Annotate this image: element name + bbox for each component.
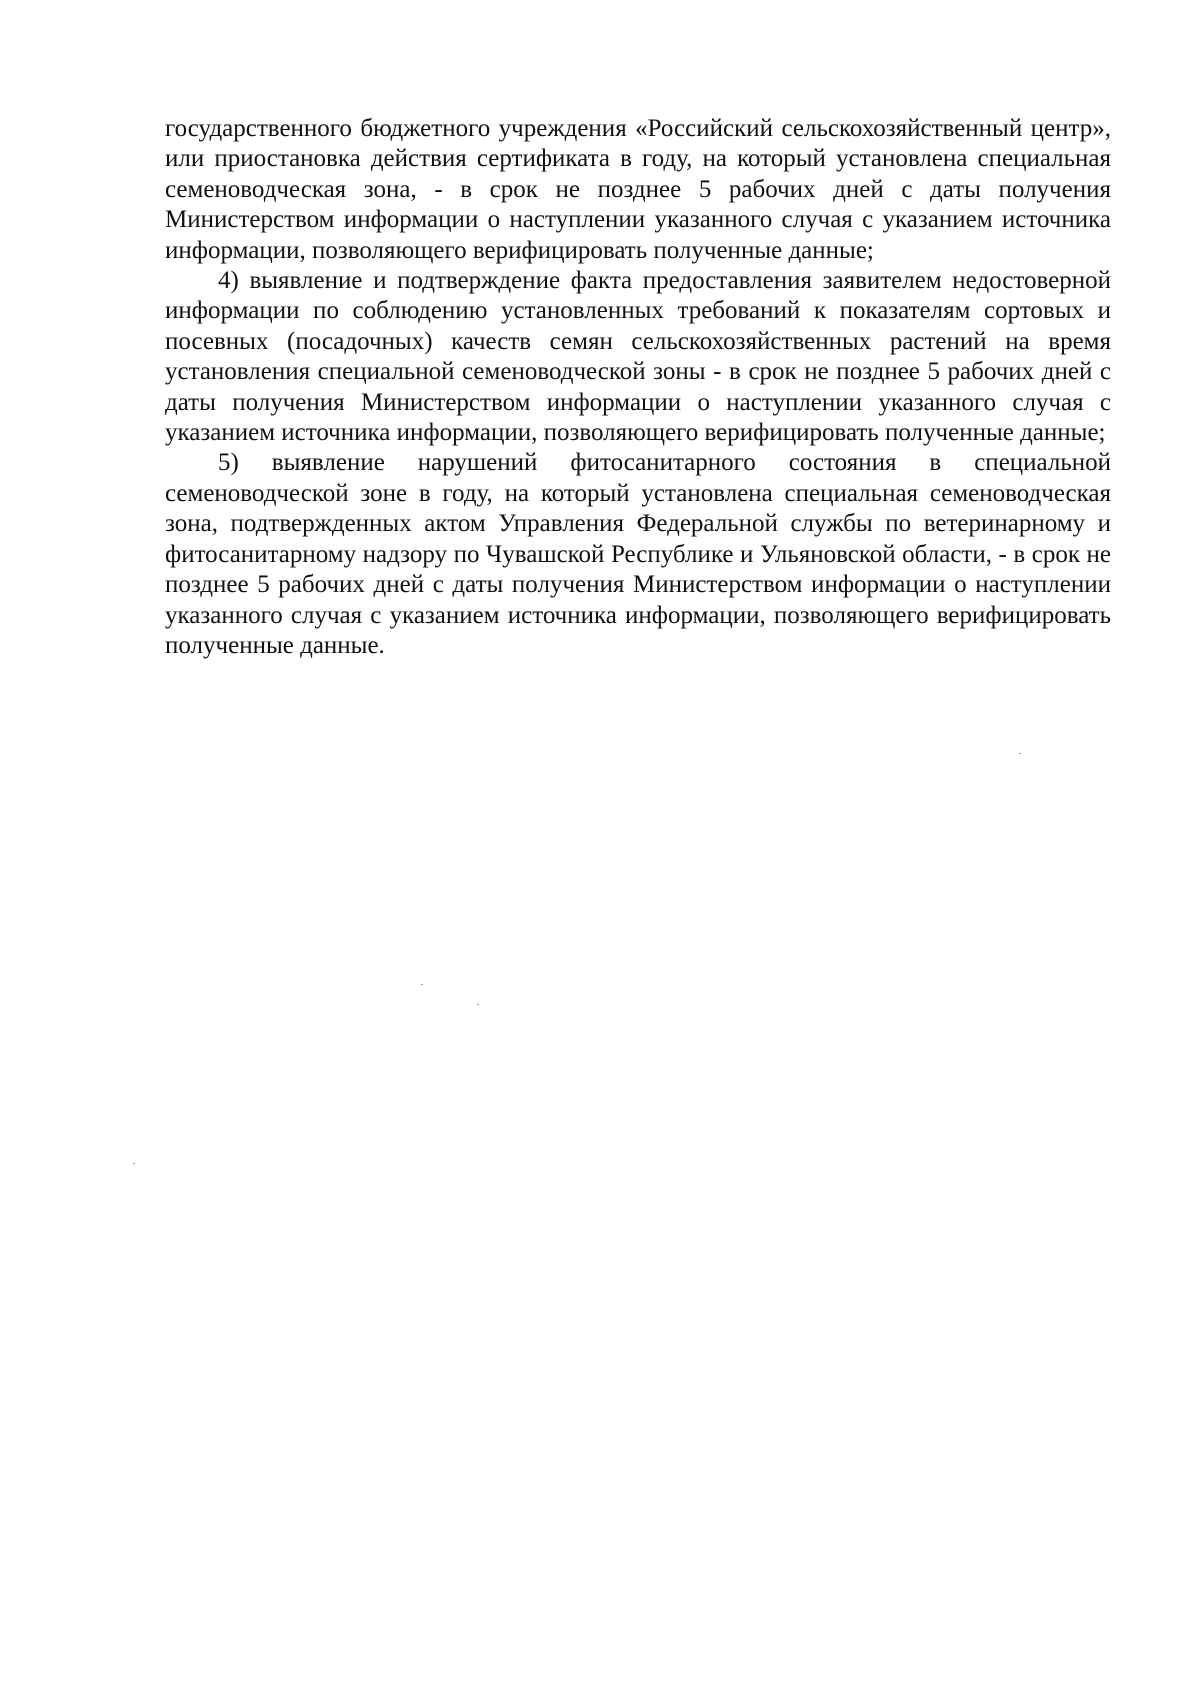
paragraph-item-5: 5) выявление нарушений фитосанитарного состояния в специальной семеноводческой зоне в году, на который установлена специальная семеноводческая зона, подтвержденных актом Управления Федеральной службы по ветеринарному и фитосанитарному надзору по Чувашской Республике и Ульяновской области, - в срок не позднее 5 рабочих дней с даты получения Министерством информации о наступлении указанного случая с указанием источника информации, позволяющего верифицировать полученные данные. <box>165 449 1111 659</box>
scan-speck <box>477 1004 479 1005</box>
scan-speck <box>421 984 423 985</box>
scan-speck <box>1019 753 1021 754</box>
scan-speck <box>133 1163 135 1164</box>
paragraph-continuation: государственного бюджетного учреждения «Российский сельскохозяйственный центр», или приостановка действия сертификата в году, на который установлена специальная семеноводческая зона, - в срок не позднее 5 рабочих дней с даты получения Министерством информации о наступлении указанного случая с указанием источника информации, позволяющего верифицировать полученные данные; <box>165 115 1111 264</box>
document-body <box>165 114 1111 661</box>
paragraph-item-4: 4) выявление и подтверждение факта предоставления заявителем недостоверной информации по соблюдению установленных требований к показателям сортовых и посевных (посадочных) качеств семян сельскохозяйственных растений на время установления специальной семеноводческой зоны - в срок не позднее 5 рабочих дней с даты получения Министерством информации о наступлении указанного случая с указанием источника информации, позволяющего верифицировать полученные данные; <box>165 267 1111 447</box>
